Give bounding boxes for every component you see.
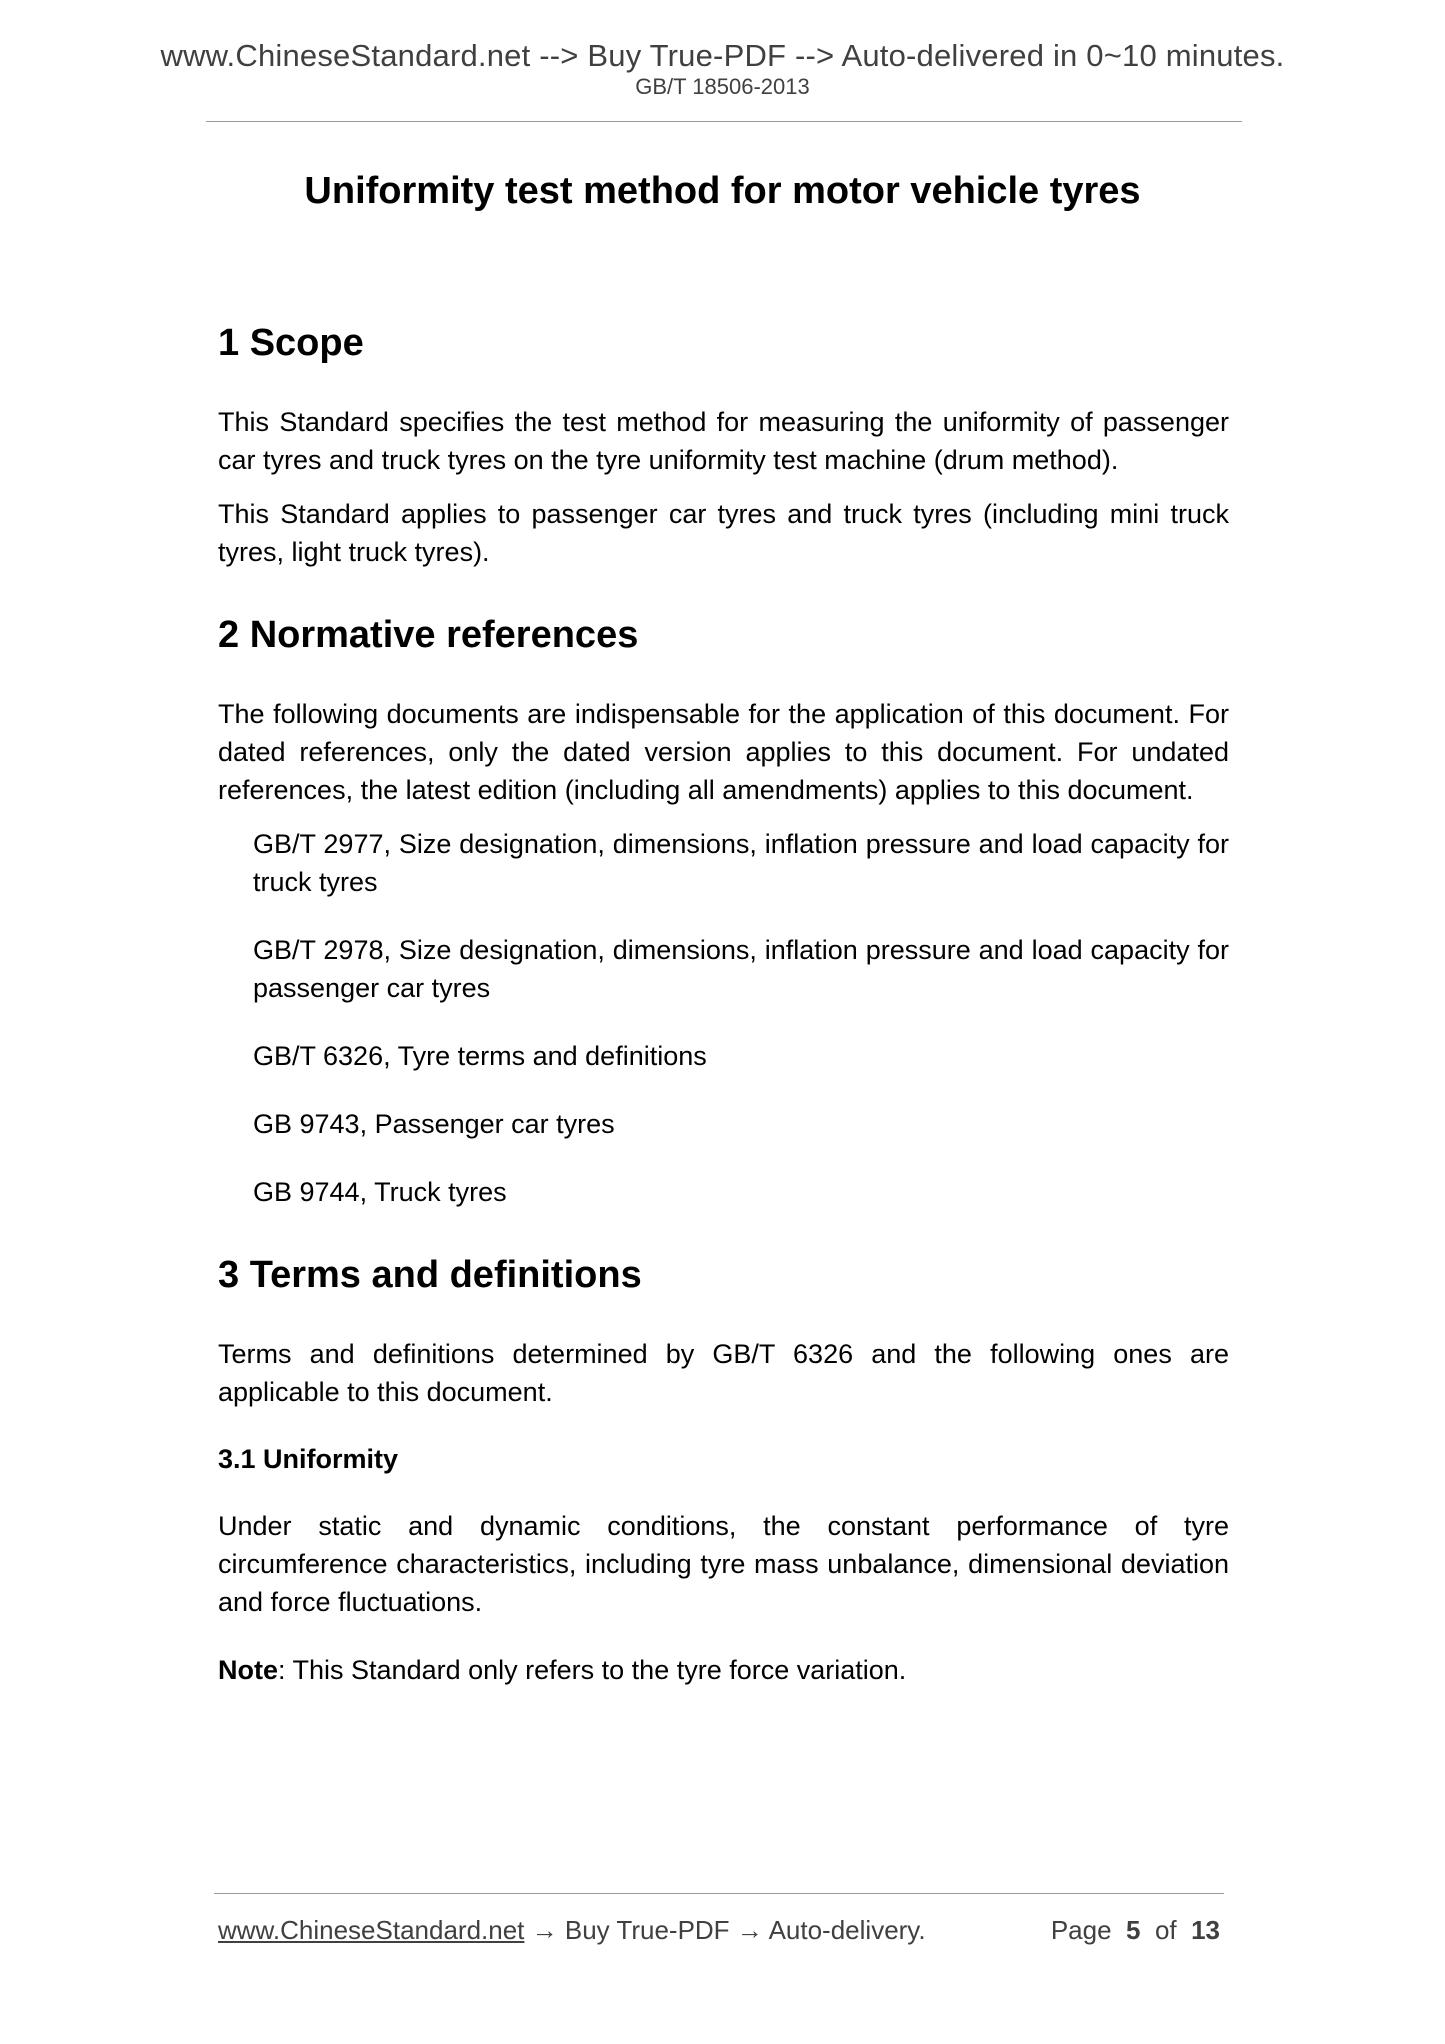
note-paragraph [218,1651,1229,1689]
footer-divider [214,1893,1224,1894]
reference-item: GB 9744, Truck tyres [253,1177,507,1207]
document-body [218,318,1229,1689]
header-divider [206,121,1242,122]
subsection-heading-uniformity: 3.1 Uniformity [218,1444,399,1474]
reference-item: GB/T 2977, Size designation, dimensions, inflation pressure and load capacity for truck tyres [253,829,1229,897]
footer-site-link[interactable]: www.ChineseStandard.net [218,1915,525,1945]
scope-paragraph-1: This Standard specifies the test method for measuring the uniformity of passenger car tyres and truck tyres on the tyre uniformity test machine (drum method). [218,407,1229,475]
normative-intro-paragraph: The following documents are indispensable for the application of this document. For dated references, only the dated version applies to this document. For undated references, the latest edition (including all amendments) applies to this document. [218,699,1229,805]
section-heading-normative-references: 2 Normative references [218,614,639,656]
reference-item: GB/T 2978, Size designation, dimensions, inflation pressure and load capacity for passenger car tyres [253,935,1229,1003]
reference-item: GB 9743, Passenger car tyres [253,1109,615,1139]
total-pages: 13 [1191,1915,1220,1945]
uniformity-definition: Under static and dynamic conditions, the constant performance of tyre circumference characteristics, including tyre mass unbalance, dimensional deviation and force fluctuations. [218,1511,1229,1617]
page-label: Page [1050,1915,1112,1945]
reference-item: GB/T 6326, Tyre terms and definitions [253,1041,707,1071]
footer-tagline: → Buy True-PDF → Auto-delivery. [524,1915,926,1945]
section-heading-terms-definitions: 3 Terms and definitions [218,1254,642,1296]
top-banner: www.ChineseStandard.net --> Buy True-PDF --> Auto-delivered in 0~10 minutes. [160,38,1285,73]
note-text: : This Standard only refers to the tyre force variation. [278,1655,907,1685]
of-label: of [1154,1915,1177,1945]
note-label: Note [218,1655,278,1685]
document-title: Uniformity test method for motor vehicle tyres [304,170,1141,212]
page-number: 5 [1126,1915,1141,1945]
page-indicator [1051,1915,1220,1946]
scope-paragraph-2: This Standard applies to passenger car tyres and truck tyres (including mini truck tyres, light truck tyres). [218,499,1229,567]
standard-code: GB/T 18506-2013 [635,74,810,99]
terms-intro-paragraph: Terms and definitions determined by GB/T 6326 and the following ones are applicable to this document. [218,1339,1229,1407]
page-footer [218,1915,1220,1946]
section-heading-scope: 1 Scope [218,322,364,364]
